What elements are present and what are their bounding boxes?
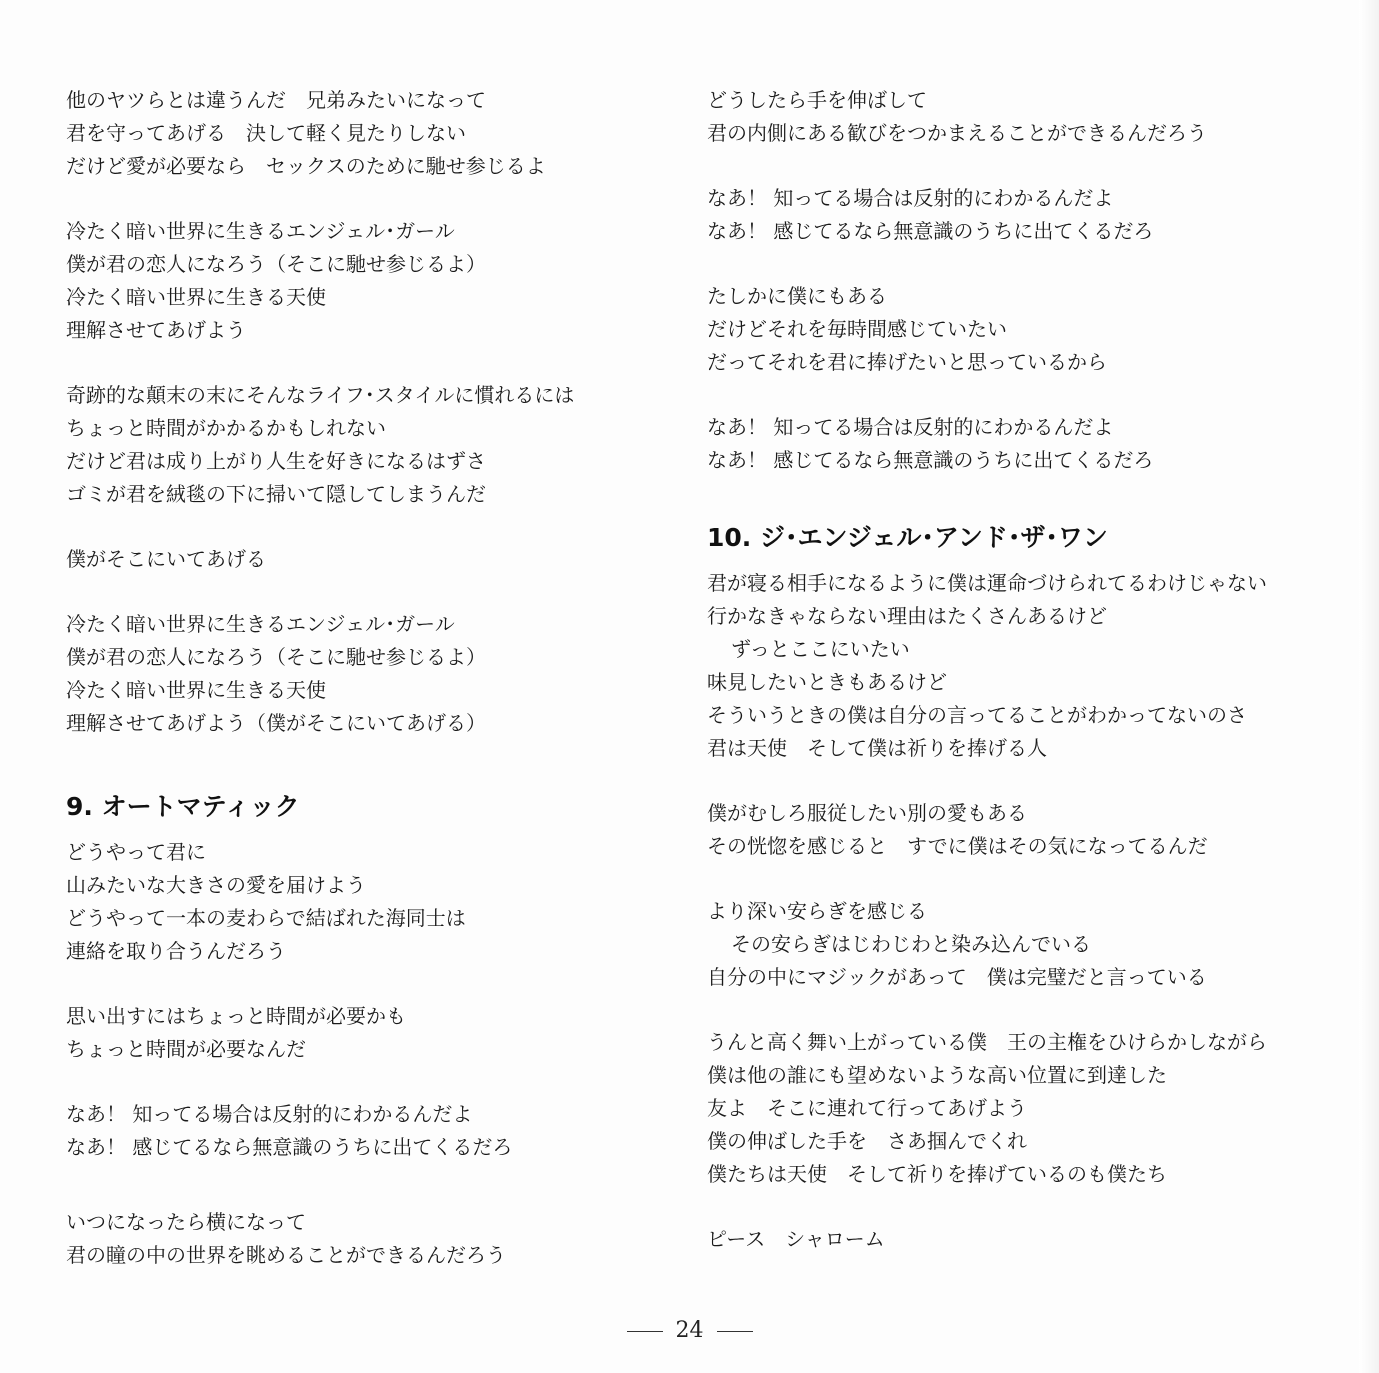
lyric-line: 君は天使 そして僕は祈りを捧げる人: [707, 736, 1047, 760]
page-edge-shadow: [1359, 0, 1379, 1373]
lyric-line: ゴミが君を絨毯の下に掃いて隠してしまうんだ: [66, 482, 486, 506]
lyric-line: なあ！ 感じてるなら無意識のうちに出てくるだろ: [707, 219, 1154, 243]
left-column: [66, 84, 666, 1272]
lyric-line: 僕がそこにいてあげる: [66, 547, 266, 571]
lyric-line: うんと高く舞い上がっている僕 王の主権をひけらかしながら: [707, 1030, 1267, 1054]
song-title-10: 10. ジ･エンジェル･アンド･ザ･ワン: [707, 523, 1108, 552]
lyric-line: 僕が君の恋人になろう（そこに馳せ参じるよ）: [66, 645, 486, 669]
lyric-line: 君が寝る相手になるように僕は運命づけられてるわけじゃない: [707, 571, 1267, 595]
lyric-line: 冷たく暗い世界に生きる天使: [66, 678, 326, 702]
right-column: [707, 84, 1307, 1256]
lyric-line: ずっとここにいたい: [731, 637, 910, 661]
lyric-line: 僕たちは天使 そして祈りを捧げているのも僕たち: [707, 1162, 1167, 1186]
lyric-line: どうやって一本の麦わらで結ばれた海同士は: [66, 906, 466, 930]
lyric-line: 僕の伸ばした手を さあ掴んでくれ: [707, 1129, 1027, 1153]
lyric-line: なあ！ 感じてるなら無意識のうちに出てくるだろ: [707, 448, 1154, 472]
song-title-9: 9. オートマティック: [66, 792, 300, 821]
lyric-line: なあ！ 知ってる場合は反射的にわかるんだよ: [707, 415, 1114, 439]
lyric-line: なあ！ 感じてるなら無意識のうちに出てくるだろ: [66, 1135, 513, 1159]
lyric-line: 思い出すにはちょっと時間が必要かも: [66, 1004, 406, 1028]
lyric-line: 行かなきゃならない理由はたくさんあるけど: [707, 604, 1107, 628]
lyric-line: 他のヤツらとは違うんだ 兄弟みたいになって: [66, 88, 486, 112]
lyric-line: ちょっと時間がかかるかもしれない: [66, 416, 386, 440]
lyric-line: そういうときの僕は自分の言ってることがわかってないのさ: [707, 703, 1247, 727]
dash-left: [627, 1331, 663, 1332]
lyric-line: 僕がむしろ服従したい別の愛もある: [707, 801, 1027, 825]
lyric-line: 友よ そこに連れて行ってあげよう: [707, 1096, 1027, 1120]
lyric-line: ピース シャローム: [707, 1227, 885, 1251]
lyric-line: いつになったら横になって: [66, 1210, 306, 1234]
lyric-line: より深い安らぎを感じる: [707, 899, 927, 923]
lyric-line: どうしたら手を伸ばして: [707, 88, 927, 112]
lyric-line: どうやって君に: [66, 840, 206, 864]
page-number: [0, 1318, 1379, 1343]
lyric-line: 連絡を取り合うんだろう: [66, 939, 286, 963]
lyric-line: 味見したいときもあるけど: [707, 670, 947, 694]
lyric-line: だけどそれを毎時間感じていたい: [707, 317, 1007, 341]
lyric-line: 自分の中にマジックがあって 僕は完璧だと言っている: [707, 965, 1207, 989]
page-number-value: 24: [675, 1318, 704, 1343]
lyric-line: 理解させてあげよう: [66, 318, 246, 342]
lyric-line: 君の瞳の中の世界を眺めることができるんだろう: [66, 1243, 506, 1267]
lyric-line: 君の内側にある歓びをつかまえることができるんだろう: [707, 121, 1207, 145]
lyric-line: 冷たく暗い世界に生きるエンジェル･ガール: [66, 612, 455, 636]
lyric-line: なあ！ 知ってる場合は反射的にわかるんだよ: [707, 186, 1114, 210]
lyric-line: たしかに僕にもある: [707, 284, 887, 308]
lyric-line: 奇跡的な顛末の末にそんなライフ･スタイルに慣れるには: [66, 383, 575, 407]
lyric-line: 山みたいな大きさの愛を届けよう: [66, 873, 366, 897]
lyric-line: 理解させてあげよう（僕がそこにいてあげる）: [66, 711, 486, 735]
lyric-line: だってそれを君に捧げたいと思っているから: [707, 350, 1107, 374]
lyric-line: その恍惚を感じると すでに僕はその気になってるんだ: [707, 834, 1208, 858]
lyric-line: 冷たく暗い世界に生きるエンジェル･ガール: [66, 219, 455, 243]
dash-right: [717, 1331, 753, 1332]
lyric-line: 君を守ってあげる 決して軽く見たりしない: [66, 121, 466, 145]
lyric-line: だけど愛が必要なら セックスのために馳せ参じるよ: [66, 154, 546, 178]
lyric-line: 僕が君の恋人になろう（そこに馳せ参じるよ）: [66, 252, 486, 276]
lyric-line: 僕は他の誰にも望めないような高い位置に到達した: [707, 1063, 1167, 1087]
lyric-line: なあ！ 知ってる場合は反射的にわかるんだよ: [66, 1102, 473, 1126]
lyric-line: ちょっと時間が必要なんだ: [66, 1037, 306, 1061]
lyric-line: 冷たく暗い世界に生きる天使: [66, 285, 326, 309]
lyric-line: その安らぎはじわじわと染み込んでいる: [731, 932, 1091, 956]
lyric-line: だけど君は成り上がり人生を好きになるはずさ: [66, 449, 486, 473]
